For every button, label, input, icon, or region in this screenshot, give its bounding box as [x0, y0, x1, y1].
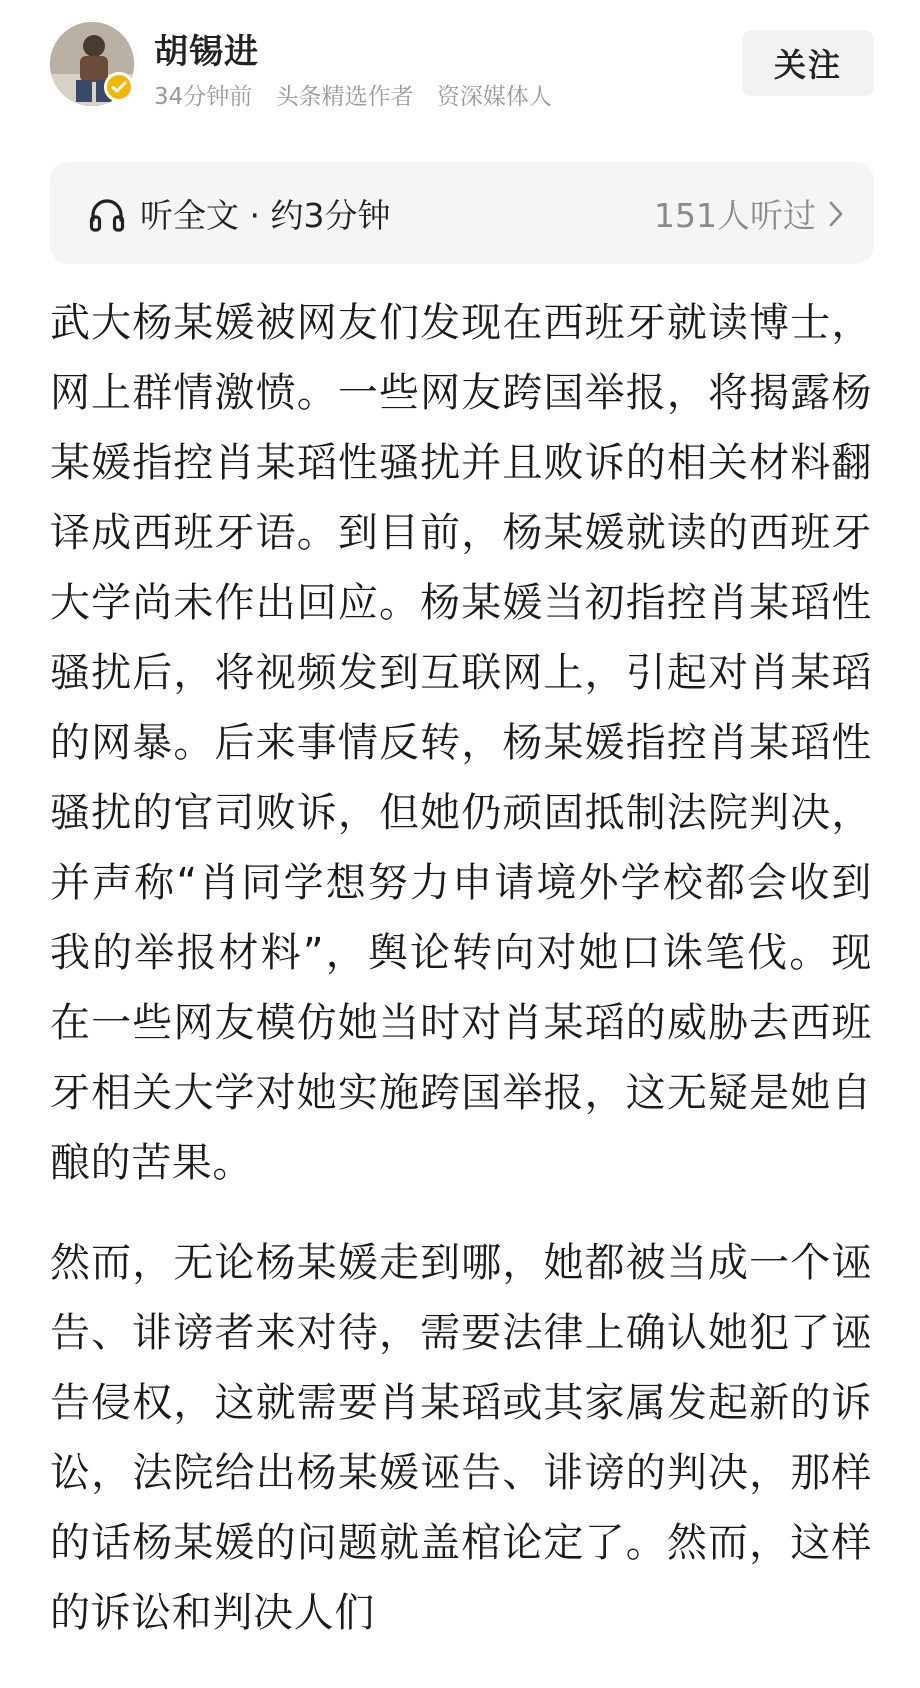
article-body	[50, 288, 872, 1648]
headphone-icon	[88, 196, 126, 232]
chevron-right-icon	[828, 200, 844, 228]
article-paragraph: 然而，无论杨某媛走到哪，她都被当成一个诬告、诽谤者来对待，需要法律上确认她犯了诬告侵权，这就需要肖某瑫或其家属发起新的诉讼，法院给出杨某媛诬告、诽谤的判决，那样的话杨某媛的问题就盖棺论定了。然而，这样的诉讼和判决人们	[50, 1240, 872, 1636]
author-name[interactable]: 胡锡进	[154, 32, 259, 72]
author-meta	[154, 78, 568, 111]
listen-full-text-bar[interactable]	[50, 162, 874, 264]
listen-count: 151人听过	[654, 196, 816, 235]
post-time: 34分钟前	[154, 84, 253, 110]
follow-button[interactable]: 关注	[742, 30, 874, 96]
verified-badge-icon	[104, 72, 134, 102]
author-tag: 头条精选作者	[275, 84, 414, 110]
article-paragraph: 武大杨某媛被网友们发现在西班牙就读博士，网上群情激愤。一些网友跨国举报，将揭露杨某媛指控肖某瑫性骚扰并且败诉的相关材料翻译成西班牙语。到目前，杨某媛就读的西班牙大学尚未作出回应。杨某媛当初指控肖某瑫性骚扰后，将视频发到互联网上，引起对肖某瑫的网暴。后来事情反转，杨某媛指控肖某瑫性骚扰的官司败诉，但她仍顽固抵制法院判决，并声称“肖同学想努力申请境外学校都会收到我的举报材料”，舆论转向对她口诛笔伐。现在一些网友模仿她当时对肖某瑫的威胁去西班牙相关大学对她实施跨国举报，这无疑是她自酿的苦果。	[50, 300, 872, 1186]
author-header	[0, 0, 920, 130]
author-title: 资深媒体人	[436, 84, 552, 110]
listen-label: 听全文 · 约3分钟	[140, 196, 391, 235]
